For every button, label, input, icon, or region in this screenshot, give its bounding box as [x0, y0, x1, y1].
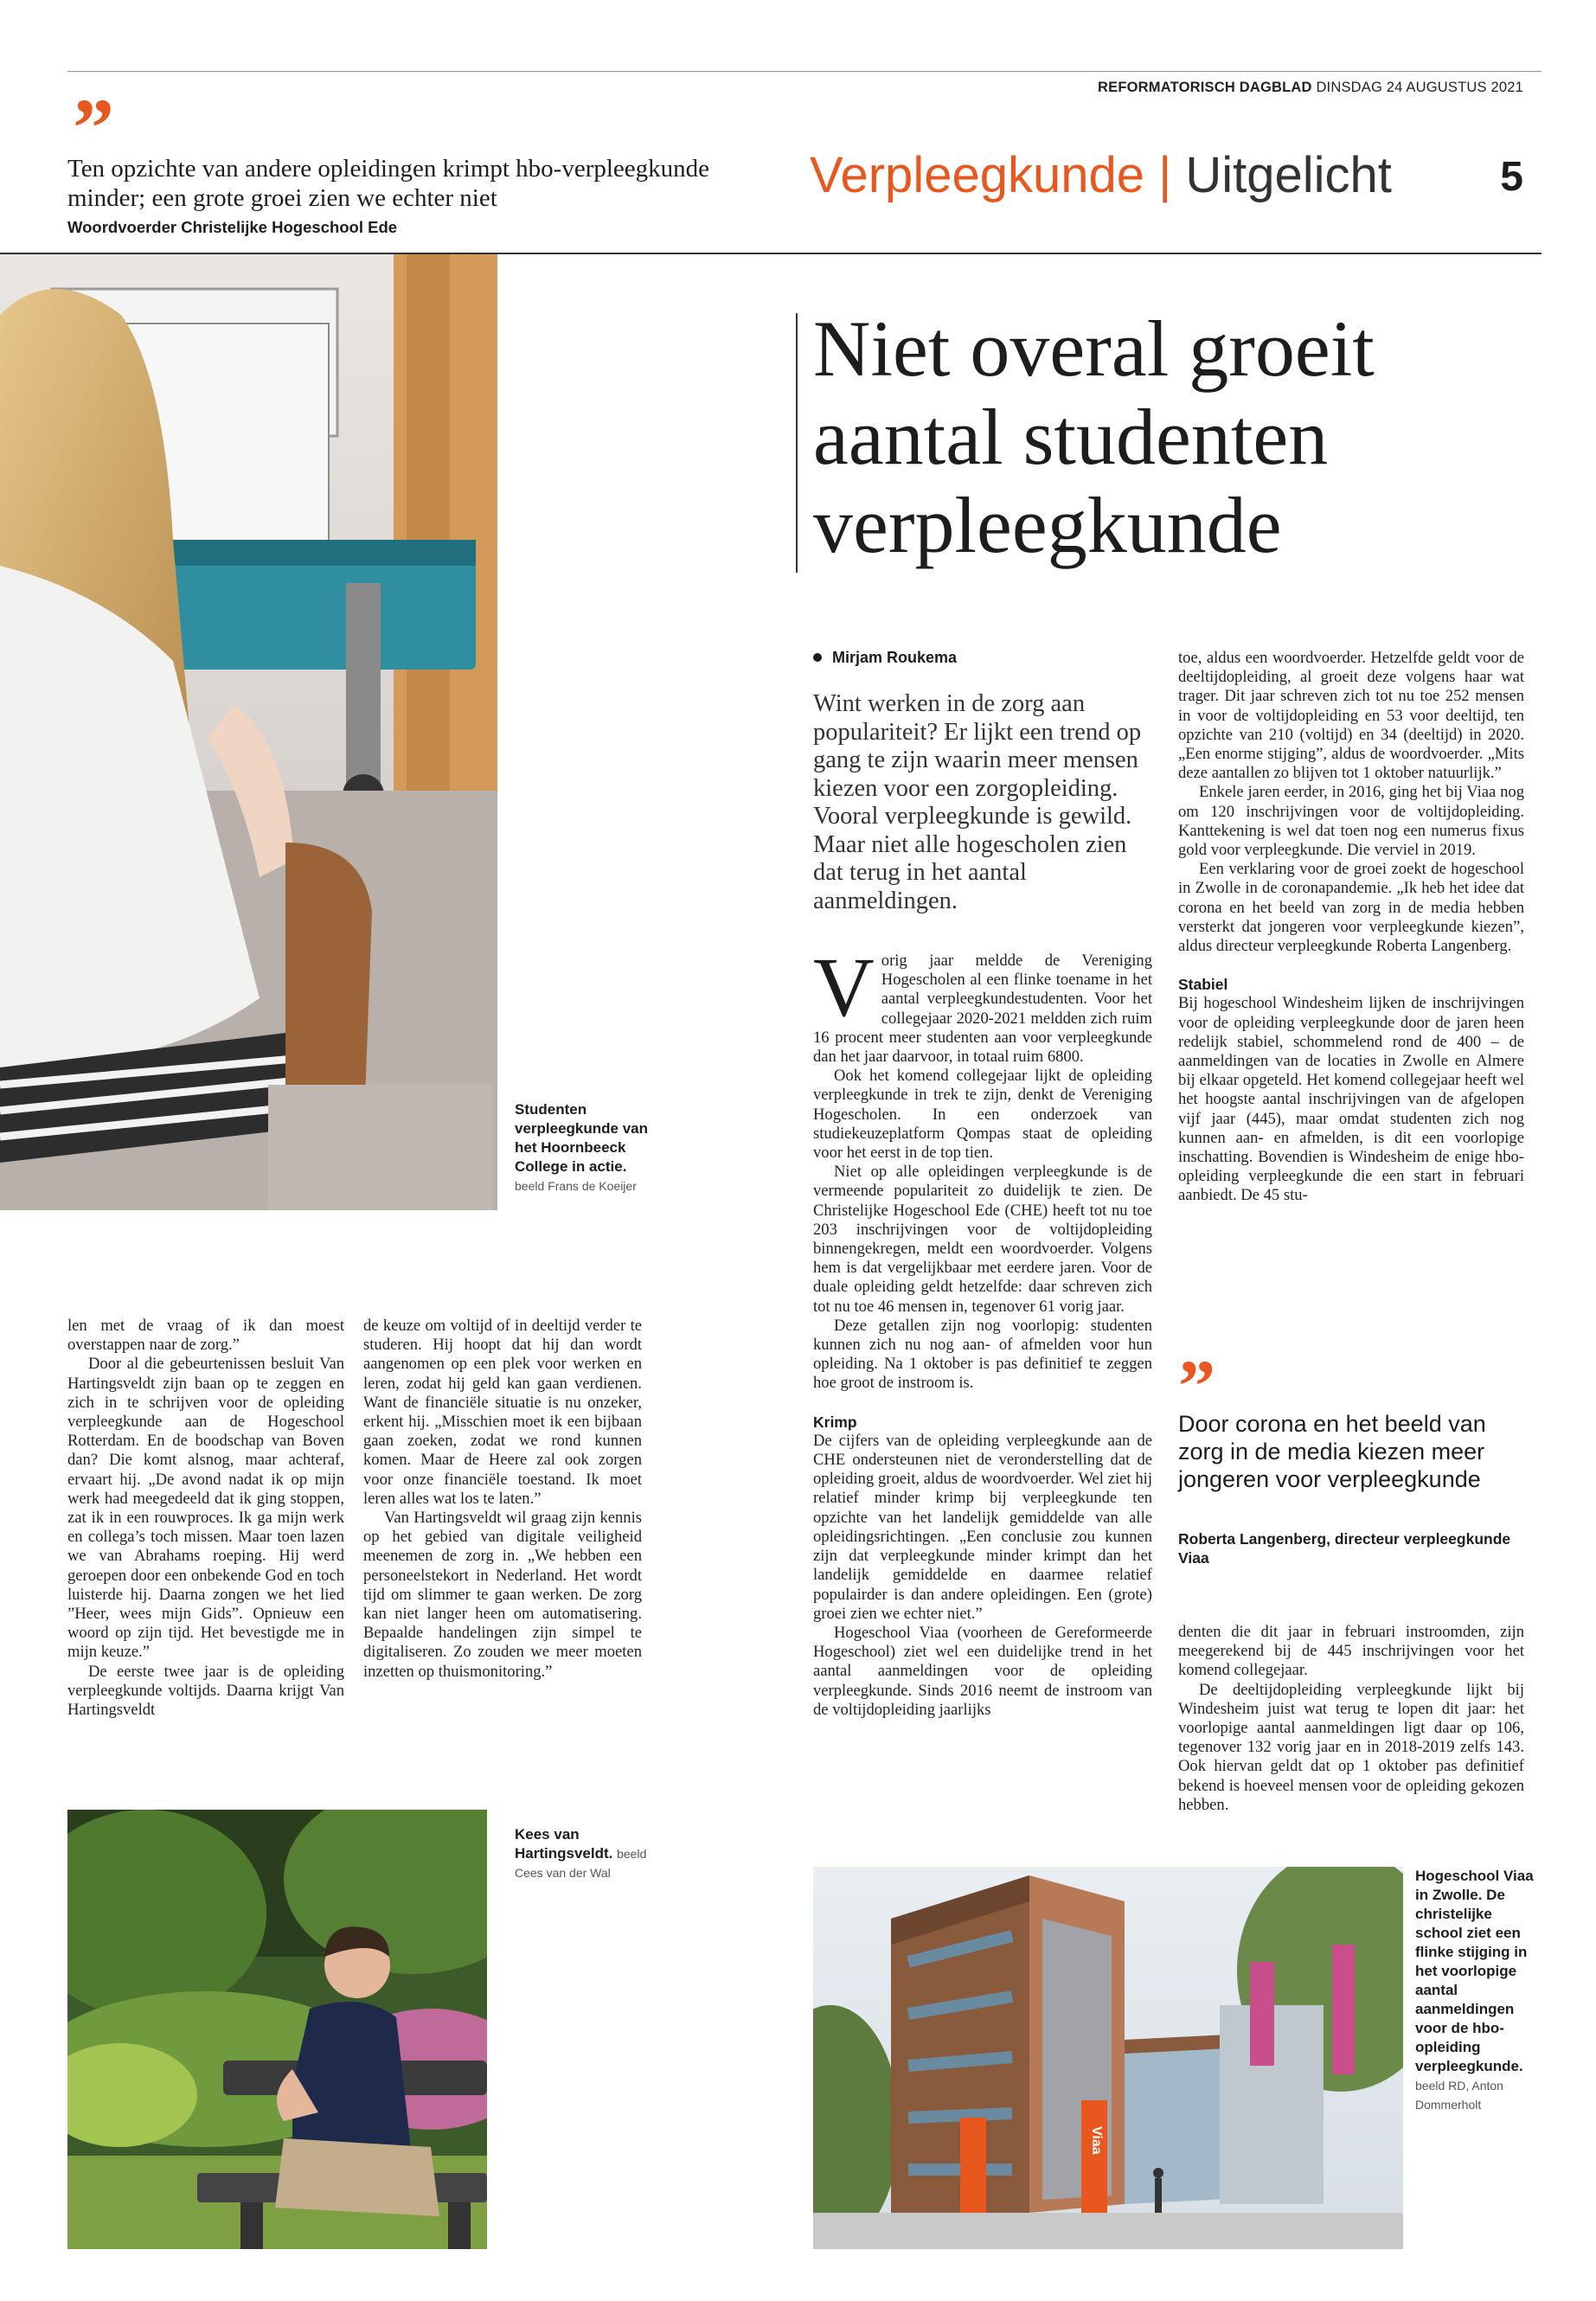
article-paragraph: De cijfers van de opleiding verpleegkunde aan de CHE ondersteunen niet de veronderstelling dat de opleiding groeit, aldus de woordvoerder. Wel ziet hij relatief minder krimp bij verpleegkunde ten opzichte van het landelijk gemiddelde van alle opleidingsrichtingen. „Een conclusie zou kunnen zijn dat verpleegkunde minder krimpt dan het landelijk gemiddelde en daarmee relatief populairder is dan andere opleidingen. Een (grote) groei zien we echter niet.” — [813, 1431, 1152, 1623]
top-quote-mark: ” — [73, 93, 114, 149]
caption-viaa — [1415, 1867, 1542, 2114]
article-paragraph: toe, aldus een woordvoerder. Hetzelfde geldt voor de deeltijdopleiding, al groeit deze volgens haar wat trager. Dit jaar schreven zich tot nu toe 252 mensen in voor de voltijdopleiding en 53 voor deeltijd, ten opzichte van 210 (voltijd) en 34 (deeltijd) in 2020. „Een enorme stijging”, aldus de woordvoerder. „Mits deze aantallen zo blijven tot 1 oktober natuurlijk.” — [1178, 649, 1524, 783]
caption-nursing-students — [515, 1100, 649, 1195]
photo-viaa-building — [813, 1867, 1403, 2249]
caption-credit: beeld Frans de Koeijer — [515, 1179, 637, 1193]
caption-title: Kees van Hartingsveldt. — [515, 1826, 613, 1862]
top-quote-source: Woordvoerder Christelijke Hogeschool Ede — [67, 218, 398, 236]
article-paragraph: Van Hartingsveldt wil graag zijn kennis op het gebied van digitale veiligheid meenemen de zorg in. „We hebben een personeelstekort in Nederland. Het wordt tijd om slimmer te gaan werken. De zorg kan niet langer heen om automatisering. Bepaalde handelingen zijn simpel te digitaliseren. Zo zouden we meer moeten inzetten op thuismonitoring.” — [363, 1509, 642, 1681]
article-paragraph: len met de vraag of ik dan moest overstappen naar de zorg.” — [67, 1317, 344, 1355]
subhead-krimp: Krimp — [813, 1413, 857, 1431]
article-col-2-bottom — [1178, 1623, 1524, 1815]
caption-credit: beeld RD, Anton Dommerholt — [1415, 2079, 1503, 2112]
article-paragraph: De eerste twee jaar is de opleiding verpleegkunde voltijds. Daarna krijgt Van Hartingsveldt — [67, 1662, 344, 1720]
byline — [813, 649, 957, 667]
caption-title: Studenten verpleegkunde van het Hoornbeeck College in actie. — [515, 1101, 649, 1175]
caption-kees — [515, 1825, 649, 1882]
article-paragraph: Deze getallen zijn nog voorlopig: studenten kunnen zich nu nog aan- of afmelden voor hun opleiding. Na 1 oktober is pas definitief te zeggen hoe groot de instroom is. — [813, 1316, 1152, 1393]
section-name: Verpleegkunde — [810, 147, 1144, 203]
article-paragraph: Bij hogeschool Windesheim lijken de inschrijvingen voor de opleiding verpleegkunde door de jaren heen redelijk stabiel, schommelend rond de 400 – de aanmeldingen van de locaties in Zwolle en Almere bij elkaar opgeteld. Het komend collegejaar heeft wel het hoogste aantal inschrijvingen van de afgelopen vijf jaar (445), maar omdat studenten zich nog kunnen aan- en afmelden, is dit een voorlopige inschatting. Bovendien is Windesheim de enige hbo-opleiding verpleegkunde die een start in februari aanbiedt. De 45 stu- — [1178, 994, 1524, 1205]
article-col-1 — [813, 941, 1152, 1720]
top-quote: Ten opzichte van andere opleidingen krimpt hbo-verpleegkunde minder; een grote groei zien we echter niet — [67, 155, 710, 212]
article-paragraph: denten die dit jaar in februari instroomden, zijn meegerekend bij de 445 inschrijvingen voor het komend collegejaar. — [1178, 1623, 1524, 1680]
pull-quote-source: Roberta Langenberg, directeur verpleegkunde Viaa — [1178, 1530, 1511, 1567]
caption-title: Hogeschool Viaa in Zwolle. De christelijke school ziet een flinke stijging in het voorlopige aantal aanmeldingen voor de hbo-opleiding verpleegkunde. — [1415, 1868, 1534, 2074]
masthead-line — [1098, 80, 1523, 96]
byline-bullet-icon — [813, 653, 822, 662]
article-paragraph: De deeltijdopleiding verpleegkunde lijkt bij Windesheim juist wat terug te lopen dit jaar: het voorlopige aantal aanmeldingen ligt daar op 106, tegenover 132 vorig jaar en in 2018-2019 zelfs 143. Ook hiervan geldt dat op 1 oktober pas definitief bekend is hoeveel mensen voor de opleiding gekozen hebben. — [1178, 1680, 1524, 1814]
pull-quote-mark: ” — [1178, 1355, 1215, 1403]
article-paragraph: Een verklaring voor de groei zoekt de hogeschool in Zwolle in de coronapandemie. „Ik heb het idee dat corona en het beeld van zorg in de media hebben versterkt dat jongeren voor verpleegkunde kiezen”, aldus directeur verpleegkunde Roberta Langenberg. — [1178, 860, 1524, 956]
intro: Wint werken in de zorg aan populariteit? Er lijkt een trend op gang te zijn waarin meer mensen kiezen voor een zorgopleiding. Vooral verpleegkunde is gewild. Maar niet alle hogescholen zien dat terug in het aantal aanmeldingen. — [813, 690, 1142, 914]
section-separator: | — [1158, 147, 1172, 203]
side-col-1 — [67, 1317, 344, 1720]
issue-date: DINSDAG 24 AUGUSTUS 2021 — [1316, 80, 1523, 95]
caption-credit: beeld Cees van der Wal — [515, 1847, 647, 1880]
photo-kees — [67, 1810, 487, 2249]
top-rule — [67, 71, 1542, 72]
headline: Niet overal groeit aantal studenten verpleegkunde — [813, 304, 1375, 569]
headline-rule — [796, 313, 798, 573]
page-number: 5 — [1500, 154, 1523, 200]
dropcap: V — [813, 941, 875, 1035]
viaa-building-image — [813, 1867, 1403, 2249]
author: Mirjam Roukema — [832, 649, 958, 666]
article-col-2-top — [1178, 649, 1524, 1206]
article-paragraph: Vorig jaar meldde de Vereniging Hogescholen al een flinke toename in het aantal verpleegkundestudenten. Voor het collegejaar 2020-2021 meldden zich ruim 16 procent meer studenten aan voor verpleegkunde dan het jaar daarvoor, in totaal ruim 6800. — [813, 941, 1152, 1067]
subhead-stabiel: Stabiel — [1178, 976, 1228, 994]
article-paragraph: Hogeschool Viaa (voorheen de Gereformeerde Hogeschool) ziet wel een duidelijke trend in het aantal aanmeldingen voor de opleiding verpleegkunde. Sinds 2016 neemt de instroom van de voltijdopleiding jaarlijks — [813, 1623, 1152, 1719]
side-col-2 — [363, 1317, 642, 1682]
article-paragraph: de keuze om voltijd of in deeltijd verder te studeren. Hij hoopt dat hij dan wordt aangenomen op een plek voor werken en leren, zodat hij geld kan gaan verdienen. Want de financiële situatie is nu onzeker, erkent hij. „Misschien moet ik een bijbaan gaan zoeken, zodat we rond kunnen komen. Maar de Heere zal ook zorgen voor onze financiële toestand. Ik moet leren alles wat los te laten.” — [363, 1317, 642, 1508]
article-paragraph: Enkele jaren eerder, in 2016, ging het bij Viaa nog om 120 inschrijvingen voor de voltijdopleiding. Kanttekening is wel dat toen nog een numerus fixus gold voor verpleegkunde. Die verviel in 2019. — [1178, 783, 1524, 860]
nursing-students-image — [0, 254, 497, 1210]
pull-quote: Door corona en het beeld van zorg in de media kiezen meer jongeren voor verpleegkunde — [1178, 1411, 1486, 1492]
kees-portrait-image — [67, 1810, 487, 2249]
article-paragraph: Door al die gebeurtenissen besluit Van Hartingsveldt zijn baan op te zeggen en zich in te schrijven voor de opleiding verpleegkunde aan de Hogeschool Rotterdam. En de boodschap van Boven dan? Die komt alsnog, maar achteraf, ervaart hij. „De avond nadat ik op mijn werk had meegedeeld dat ik ging stoppen, zat ik in een rouwproces. Ik ga mijn werk en collega’s toch missen. Maar toen lazen we van Abrahams roeping. Hij werd geroepen door een onbekende God en toch luisterde hij. Daarna zongen we het lied ”Heer, wees mijn Gids”. Opnieuw een woord op zijn tijd. Het bevestigde me in mijn keuze.” — [67, 1355, 344, 1662]
article-paragraph: Ook het komend collegejaar lijkt de opleiding verpleegkunde in trek te zijn, denkt de Vereniging Hogescholen. In een onderzoek van studiekeuzeplatform Qompas staat de opleiding voor het eerst in de top tien. — [813, 1067, 1152, 1163]
article-paragraph: Niet op alle opleidingen verpleegkunde is de vermeende populariteit zo duidelijk te zien. De Christelijke Hogeschool Ede (CHE) heeft tot nu toe 203 inschrijvingen voor de voltijdopleiding binnengekregen, meldt een woordvoerder. Volgens hem is dat vergelijkbaar met eerdere jaren. Voor de duale opleiding geldt hetzelfde: daar schreven zich tot nu toe 46 mensen in, tegenover 61 vorig jaar. — [813, 1163, 1152, 1316]
masthead: REFORMATORISCH DAGBLAD — [1098, 80, 1312, 95]
section-header — [810, 145, 1392, 206]
photo-nursing-students — [0, 254, 497, 1210]
flag-text: Viaa — [1089, 2126, 1104, 2155]
subsection-name: Uitgelicht — [1185, 147, 1392, 203]
